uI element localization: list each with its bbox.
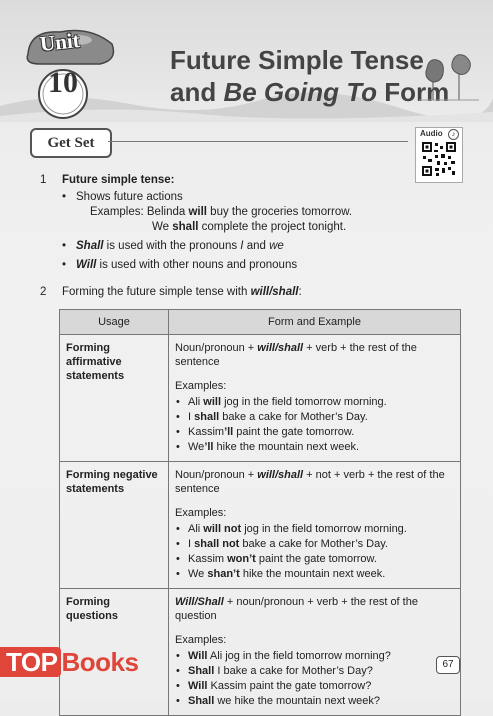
list-item: • Kassim won’t paint the gate tomorrow. [175, 552, 454, 566]
list-item: • I shall not bake a cake for Mother’s Day. [175, 537, 454, 551]
title-line-2: and Be Going To Form [170, 77, 450, 107]
form-cell [169, 462, 461, 589]
form-cell [169, 335, 461, 462]
audio-label: Audio [420, 129, 443, 138]
unit-number: 10 [48, 66, 78, 99]
form-cell [169, 589, 461, 716]
list-item: • Will Ali jog in the field tomorrow morning? [175, 649, 454, 663]
example-line-1: Examples: Belinda will buy the groceries tomorrow. [90, 206, 353, 218]
section-1-bullets [62, 190, 420, 273]
example-line-2: We shall complete the project tonight. [152, 221, 347, 233]
list-item: • Shall we hike the mountain next week? [175, 694, 454, 708]
list-item: • I shall bake a cake for Mother’s Day. [175, 410, 454, 424]
section-1 [40, 173, 420, 277]
list-item: • We shan’t hike the mountain next week. [175, 567, 454, 581]
example-list [175, 522, 454, 581]
formula: Noun/pronoun + will/shall + verb + the rest of the sentence [175, 342, 417, 368]
header-usage: Usage [60, 310, 169, 335]
qr-code-icon[interactable] [421, 141, 457, 177]
usage-cell: Forming questions [60, 589, 169, 716]
list-item: • Shall I bake a cake for Mother’s Day? [175, 664, 454, 678]
bullet-shows-future: • Shows future actions Examples: Belinda will buy the groceries tomorrow. We shall complete the project tonight. [62, 190, 420, 235]
page-number: 67 [436, 656, 460, 674]
example-list [175, 395, 454, 454]
trees-decoration-icon [419, 52, 479, 102]
usage-cell: Forming negative statements [60, 462, 169, 589]
table-row [60, 335, 461, 462]
list-item: • Kassim’ll paint the gate tomorrow. [175, 425, 454, 439]
unit-label: Unit [38, 27, 81, 57]
header-form-example: Form and Example [169, 310, 461, 335]
examples-label: Examples: [175, 634, 227, 646]
get-set-label: Get Set [30, 128, 112, 158]
examples-label: Examples: [175, 380, 227, 392]
audio-qr-box[interactable] [415, 127, 463, 183]
example-list [175, 649, 454, 708]
section-divider [108, 141, 408, 142]
list-item: • Ali will not jog in the field tomorrow morning. [175, 522, 454, 536]
list-item: • Will Kassim paint the gate tomorrow? [175, 679, 454, 693]
usage-cell: Forming affirmative statements [60, 335, 169, 462]
topbooks-logo: TOP Books [0, 647, 138, 677]
list-item: • We’ll hike the mountain next week. [175, 440, 454, 454]
page-title [170, 44, 449, 108]
table-row [60, 462, 461, 589]
bullet-will-usage: • Will is used with other nouns and pronouns [62, 258, 420, 273]
section-1-heading: 1 Future simple tense: [40, 174, 175, 186]
examples-label: Examples: [175, 507, 227, 519]
list-item: • Ali will jog in the field tomorrow morning. [175, 395, 454, 409]
section-2-heading: 2 Forming the future simple tense with will/shall: [40, 286, 302, 298]
title-line-1: Future Simple Tense [170, 45, 424, 75]
table-header-row [60, 310, 461, 335]
formula: Will/Shall + noun/pronoun + verb + the rest of the question [175, 596, 418, 622]
bullet-shall-usage: • Shall is used with the pronouns I and we [62, 239, 420, 254]
headphones-icon: ♪ [448, 129, 459, 140]
formula: Noun/pronoun + will/shall + not + verb + the rest of the sentence [175, 469, 445, 495]
